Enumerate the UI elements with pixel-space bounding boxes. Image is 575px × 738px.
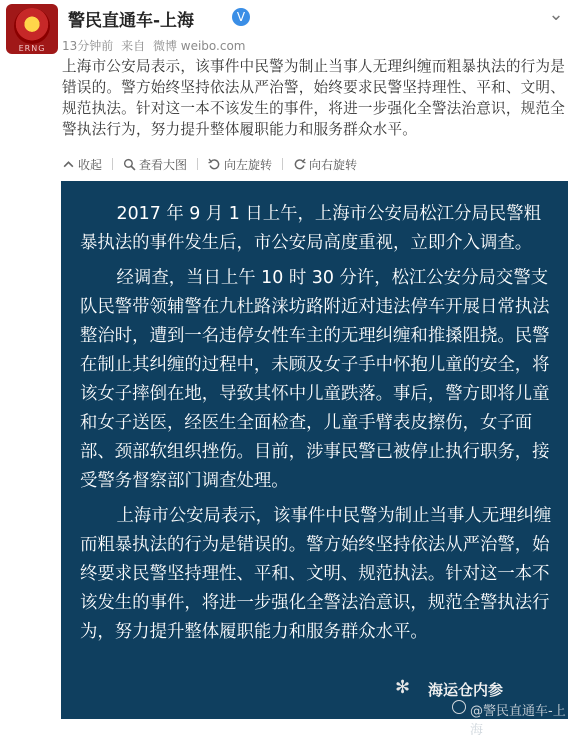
police-badge-icon [14, 8, 50, 44]
post-time[interactable]: 13分钟前 [62, 39, 114, 53]
collapse-icon [62, 158, 75, 171]
rotate-left-icon [208, 158, 221, 171]
collapse-button[interactable] [62, 156, 102, 173]
source-prefix: 来自 [121, 39, 146, 53]
rotate-left-label: 向左旋转 [224, 157, 273, 172]
zoom-icon [123, 158, 136, 171]
divider [282, 158, 283, 170]
wechat-icon: ✻ [395, 677, 411, 698]
collapse-label: 收起 [78, 157, 103, 172]
divider [197, 158, 198, 170]
post-text: 上海市公安局表示，该事件中民警为制止当事人无理纠缠而粗暴执法的行为是错误的。警方始终坚持依法从严治警，始终要求民警坚持理性、平和、文明、规范执法。针对这一本不该发生的事件，将进一步强化全警法治意识，规范全警执法行为，努力提升整体履职能力和服务群众水平。 [62, 58, 565, 138]
statement-paragraph-1: 2017 年 9 月 1 日上午，上海市公安局松江分局民警粗暴执法的事件发生后，市公安局高度重视，立即介入调查。 [80, 204, 541, 253]
image-toolbar [62, 155, 367, 173]
post-source[interactable]: 微博 weibo.com [152, 39, 246, 53]
weibo-icon [452, 700, 466, 714]
view-large-label: 查看大图 [139, 157, 188, 172]
statement-paragraph-3: 上海市公安局表示，该事件中民警为制止当事人无理纠缠而粗暴执法的行为是错误的。警方始终坚持依法从严治警，始终要求民警坚持理性、平和、文明、规范执法。针对这一本不该发生的事件，将进一步强化全警法治意识，规范全警执法行为，努力提升整体履职能力和服务群众水平。 [80, 506, 552, 642]
rotate-left-button[interactable] [208, 156, 272, 173]
account-name[interactable]: 警民直通车-上海 [68, 11, 195, 31]
watermark-main: 海运仓内参 [428, 681, 504, 699]
rotate-right-icon [293, 158, 306, 171]
image-statement [80, 200, 555, 653]
verified-icon: V [232, 8, 250, 26]
statement-paragraph-2: 经调查，当日上午 10 时 30 分许，松江公安分局交警支队民警带领辅警在九杜路涞坊路附近对违法停车开展日常执法整治时，遭到一名违停女性车主的无理纠缠和推搡阻挠。民警在制止其纠缠的过程中，未顾及女子手中怀抱儿童的安全，将该女子摔倒在地，导致其怀中儿童跌落。事后，警方即将儿童和女子送医，经医生全面检查，儿童手臂表皮擦伤，女子面部、颈部软组织挫伤。目前，涉事民警已被停止执行职务，接受警务督察部门调查处理。 [80, 268, 550, 491]
rotate-right-label: 向右旋转 [309, 157, 358, 172]
avatar-text: ERNG [18, 44, 46, 53]
view-large-button[interactable] [123, 156, 187, 173]
divider [112, 158, 113, 170]
chevron-down-icon[interactable]: ⌄ [548, 4, 564, 25]
rotate-right-button[interactable] [293, 156, 357, 173]
post-meta [62, 37, 250, 54]
avatar[interactable] [6, 4, 58, 54]
watermark-sub: @警民直通车-上海 [470, 704, 566, 738]
